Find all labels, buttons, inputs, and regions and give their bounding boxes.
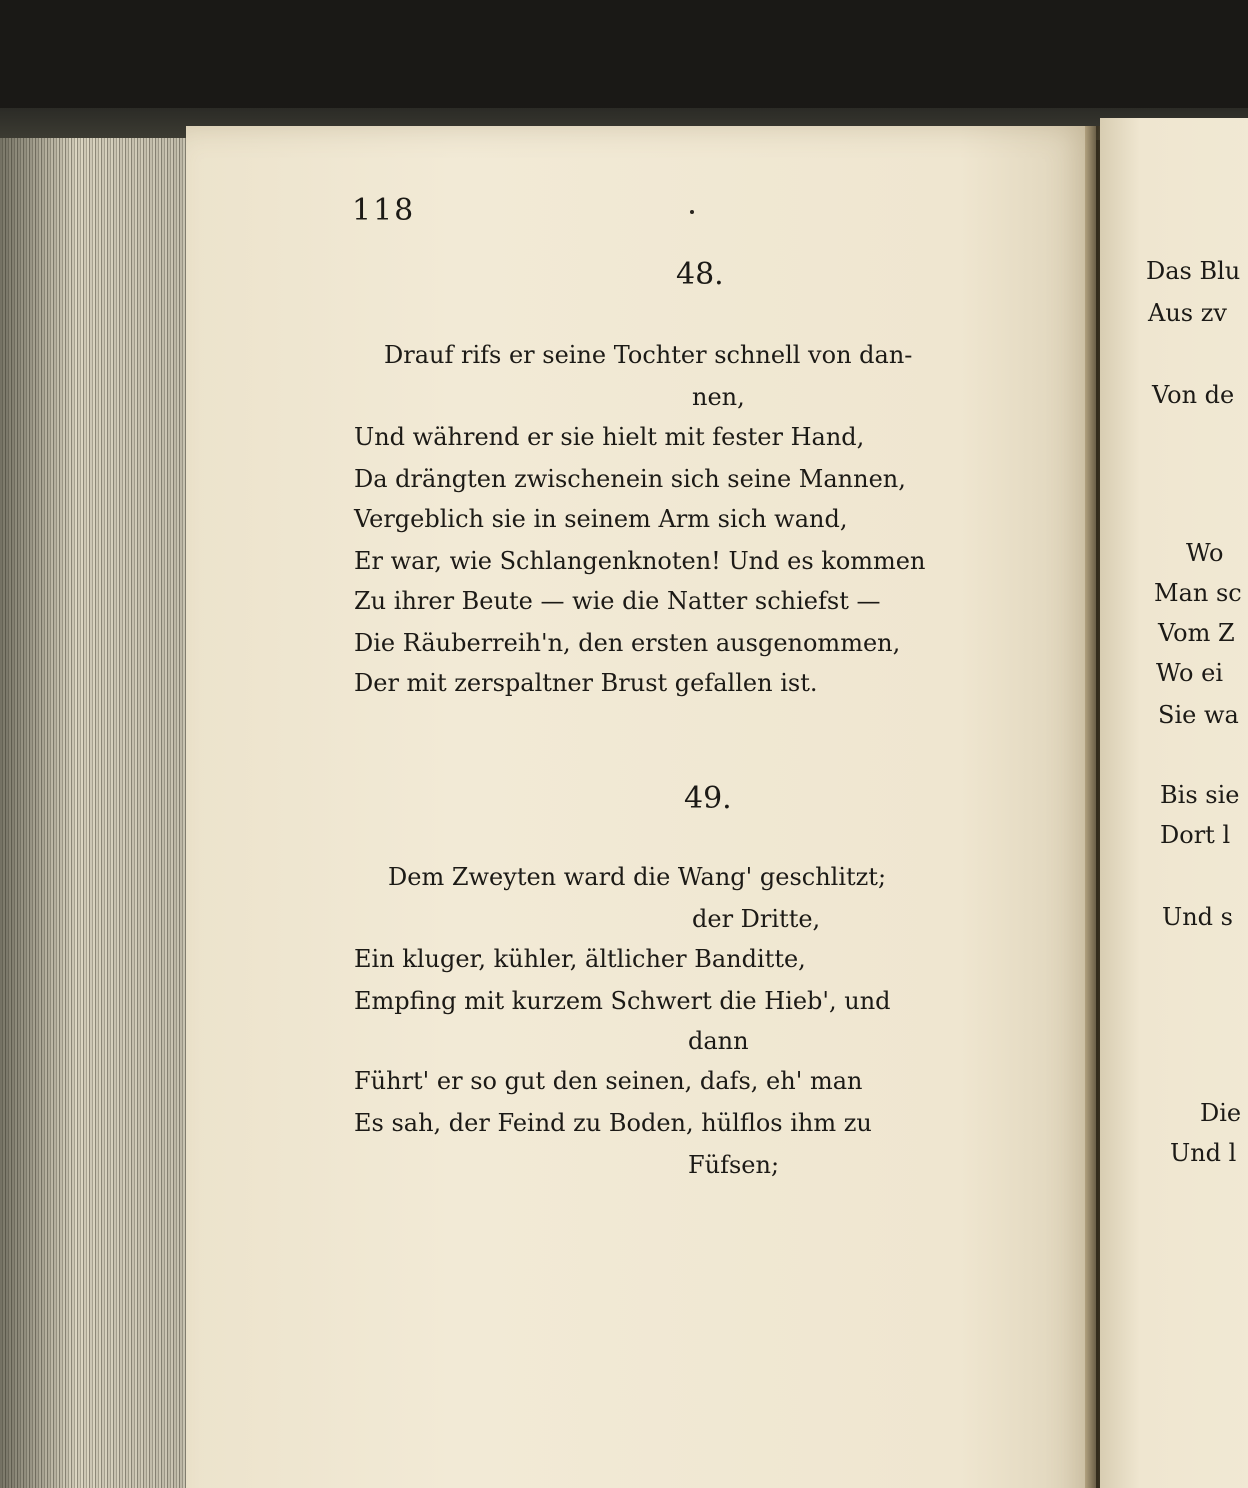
- right-page-line: Sie wa: [1158, 701, 1239, 729]
- right-page-line: Und l: [1170, 1139, 1237, 1167]
- right-page-line: Von de: [1152, 381, 1235, 409]
- right-page-line: Dort l: [1160, 821, 1231, 849]
- right-page-line: Vom Z: [1158, 619, 1235, 647]
- right-page-line: Die: [1200, 1099, 1242, 1127]
- right-page-line: Man sc: [1154, 579, 1242, 607]
- verse-line: Zu ihrer Beute — wie die Natter schiefst —: [354, 587, 881, 615]
- verse-line: Füfsen;: [688, 1151, 780, 1179]
- left-page: [186, 126, 1096, 1488]
- right-page-line: Wo: [1186, 539, 1224, 567]
- verse-line: Es sah, der Feind zu Boden, hülflos ihm zu: [354, 1109, 872, 1137]
- verse-line: Dem Zweyten ward die Wang' geschlitzt;: [388, 863, 887, 891]
- page-number: 118: [352, 193, 416, 228]
- verse-line: Und während er sie hielt mit fester Hand,: [354, 423, 865, 451]
- verse-line: dann: [688, 1027, 749, 1055]
- right-page-line: Bis sie: [1160, 781, 1240, 809]
- verse-line: Der mit zerspaltner Brust gefallen ist.: [354, 669, 818, 697]
- verse-line: Drauf rifs er seine Tochter schnell von dan-: [384, 341, 913, 369]
- verse-line: Empfing mit kurzem Schwert die Hieb', und: [354, 987, 891, 1015]
- ink-dot: [690, 210, 694, 214]
- right-page-line: Und s: [1162, 903, 1233, 931]
- verse-line: Ein kluger, kühler, ältlicher Banditte,: [354, 945, 806, 973]
- verse-line: nen,: [692, 383, 745, 411]
- verse-line: Er war, wie Schlangenknoten! Und es kommen: [354, 547, 926, 575]
- right-page-line: Wo ei: [1156, 659, 1223, 687]
- verse-line: der Dritte,: [692, 905, 821, 933]
- page-edges-shadow: [0, 138, 192, 1488]
- right-page-line: Das Blu: [1146, 257, 1241, 285]
- stanza-number-48: 48.: [676, 257, 724, 292]
- verse-line: Da drängten zwischenein sich seine Mannen,: [354, 465, 906, 493]
- verse-line: Vergeblich sie in seinem Arm sich wand,: [354, 505, 848, 533]
- verse-line: Führt' er so gut den seinen, dafs, eh' man: [354, 1067, 863, 1095]
- stanza-number-49: 49.: [684, 781, 732, 816]
- verse-line: Die Räuberreih'n, den ersten ausgenommen,: [354, 629, 901, 657]
- right-page-line: Aus zv: [1148, 299, 1227, 327]
